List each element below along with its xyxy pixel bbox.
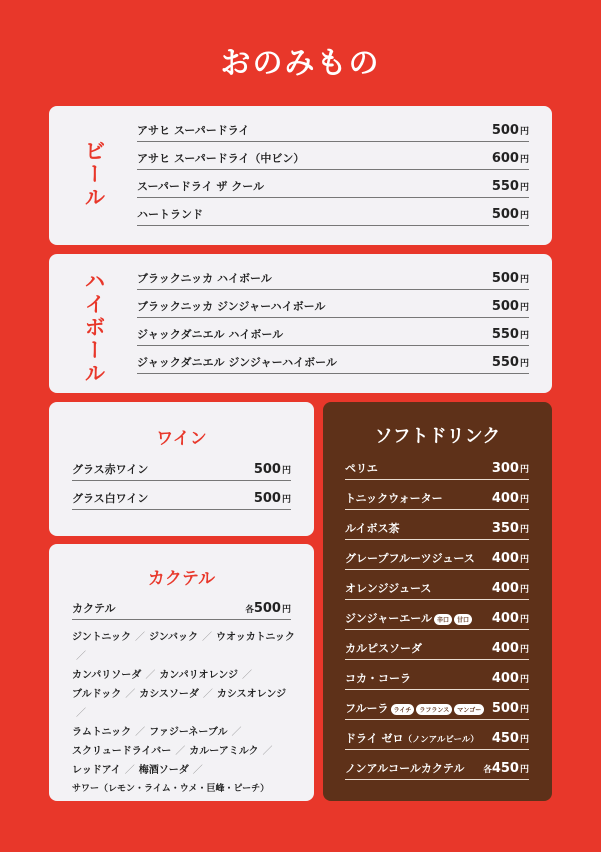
- highball-row: [137, 326, 529, 346]
- soft-item-tag: マンゴー: [454, 704, 484, 715]
- cocktail-name: 梅酒ソーダ: [138, 765, 189, 776]
- cocktail-line: [72, 666, 302, 685]
- soft-item-price: 300円: [491, 461, 529, 476]
- highball-title: ハイボール: [82, 270, 106, 385]
- cocktail-name: ジントニック: [72, 632, 131, 643]
- cocktail-title: カクテル: [147, 569, 216, 589]
- soft-item-name: ドライ ゼロ（ノンアルビール）: [345, 732, 479, 745]
- separator: ／: [242, 670, 253, 681]
- beer-item-price: 500円: [491, 207, 529, 222]
- beer-item-name: アサヒ スーパードライ（中ビン）: [137, 152, 305, 165]
- cocktail-line: [72, 723, 302, 742]
- beer-item-name: スーパードライ ザ クール: [137, 180, 265, 193]
- soft-item-name: ルイボス茶: [345, 522, 400, 535]
- soft-row: [345, 550, 529, 570]
- separator: ／: [76, 708, 86, 719]
- soft-row: [345, 580, 529, 600]
- soft-row: [345, 490, 529, 510]
- soft-item-tag: ラフランス: [416, 704, 452, 715]
- beer-row: [137, 122, 529, 142]
- cocktail-header-row: [72, 600, 291, 620]
- soft-row: [345, 760, 529, 780]
- beer-item-name: ハートランド: [137, 208, 203, 221]
- soft-item-name: ペリエ: [345, 462, 378, 475]
- cocktail-line: [72, 685, 302, 723]
- soft-price-unit: 円: [519, 465, 529, 475]
- soft-item-price: 400円: [491, 611, 529, 626]
- wine-item-price: 500円: [253, 491, 291, 506]
- cocktail-card: [49, 544, 314, 801]
- beer-item-name: アサヒ スーパードライ: [137, 124, 250, 137]
- soft-item-price: 400円: [491, 641, 529, 656]
- cocktail-sour: サワー（レモン・ライム・ウメ・巨峰・ピーチ）: [72, 784, 270, 794]
- highball-price-unit: 円: [519, 331, 529, 341]
- soft-price-unit: 円: [519, 585, 529, 595]
- cocktail-line: [72, 628, 302, 666]
- cocktail-name: カシスソーダ: [139, 689, 199, 700]
- wine-price-unit: 円: [281, 495, 291, 505]
- beer-row: [137, 178, 529, 198]
- beer-price-unit: 円: [519, 155, 529, 165]
- beer-row: [137, 150, 529, 170]
- separator: ／: [145, 670, 156, 681]
- soft-price-unit: 円: [519, 525, 529, 535]
- highball-item-name: ジャックダニエル ジンジャーハイボール: [137, 356, 337, 369]
- wine-item-name: グラス白ワイン: [72, 492, 149, 505]
- separator: ／: [135, 727, 146, 738]
- soft-row: [345, 730, 529, 750]
- cocktail-name: カルーアミルク: [189, 746, 259, 757]
- separator: ／: [175, 746, 186, 757]
- soft-drink-card: [323, 402, 552, 801]
- separator: ／: [125, 689, 136, 700]
- separator: ／: [192, 765, 203, 776]
- soft-price-unit: 円: [519, 645, 529, 655]
- soft-item-price: 500円: [491, 701, 529, 716]
- highball-price-unit: 円: [519, 359, 529, 369]
- cocktail-header-name: カクテル: [72, 602, 116, 615]
- soft-row: [345, 700, 529, 720]
- beer-row: [137, 206, 529, 226]
- beer-item-price: 600円: [491, 151, 529, 166]
- highball-item-name: ブラックニッカ ハイボール: [137, 272, 272, 285]
- soft-item-name: トニックウォーター: [345, 492, 443, 505]
- soft-item-name: ジンジャーエール 辛口 甘口: [345, 610, 472, 626]
- wine-item-name: グラス赤ワイン: [72, 463, 149, 476]
- cocktail-name: ブルドック: [72, 689, 122, 700]
- cocktail-name: カンパリオレンジ: [159, 670, 239, 681]
- menu-title: おのみもの: [220, 46, 381, 81]
- separator: ／: [231, 727, 242, 738]
- soft-drink-title: ソフトドリンク: [374, 426, 501, 447]
- soft-row: [345, 520, 529, 540]
- soft-item-price: 各450円: [483, 761, 529, 776]
- cocktail-name: スクリュードライバー: [72, 746, 172, 757]
- soft-item-note: （ノンアルビール）: [403, 735, 479, 745]
- cocktail-name: カシスオレンジ: [216, 689, 287, 700]
- soft-item-price: 400円: [491, 581, 529, 596]
- soft-item-name: フルーラ ライチ ラフランス マンゴー: [345, 700, 484, 716]
- separator: ／: [76, 651, 86, 662]
- separator: ／: [262, 746, 273, 757]
- soft-price-unit: 円: [519, 705, 529, 715]
- highball-price-unit: 円: [519, 303, 529, 313]
- cocktail-name: レッドアイ: [72, 765, 121, 776]
- soft-item-price: 400円: [491, 551, 529, 566]
- soft-item-name: グレープフルーツジュース: [345, 552, 475, 565]
- soft-price-prefix: 各: [483, 765, 492, 775]
- soft-item-price: 450円: [491, 731, 529, 746]
- separator: ／: [134, 632, 145, 643]
- highball-row: [137, 270, 529, 290]
- cocktail-name: ラムトニック: [72, 727, 132, 738]
- highball-row: [137, 354, 529, 374]
- cocktail-name: ウオッカトニック: [216, 632, 295, 643]
- soft-price-unit: 円: [519, 735, 529, 745]
- wine-card: [49, 402, 314, 536]
- highball-item-price: 500円: [491, 271, 529, 286]
- cocktail-name: ジンバック: [148, 632, 199, 643]
- cocktail-list: [72, 628, 302, 799]
- cocktail-line: [72, 761, 302, 780]
- beer-item-price: 500円: [491, 123, 529, 138]
- wine-title: ワイン: [156, 429, 207, 449]
- beer-price-unit: 円: [519, 127, 529, 137]
- beer-price-unit: 円: [519, 211, 529, 221]
- soft-item-name: オレンジジュース: [345, 582, 432, 595]
- beer-item-price: 550円: [491, 179, 529, 194]
- soft-row: [345, 670, 529, 690]
- soft-item-price: 350円: [491, 521, 529, 536]
- soft-item-name: コカ・コーラ: [345, 672, 411, 685]
- separator: ／: [202, 632, 213, 643]
- wine-price-unit: 円: [281, 466, 291, 476]
- separator: ／: [124, 765, 135, 776]
- highball-item-price: 500円: [491, 299, 529, 314]
- soft-row: [345, 640, 529, 660]
- soft-item-price: 400円: [491, 671, 529, 686]
- highball-item-name: ブラックニッカ ジンジャーハイボール: [137, 300, 326, 313]
- cocktail-name: ファジーネーブル: [149, 727, 228, 738]
- beer-title: ビール: [82, 140, 106, 209]
- highball-card: [49, 254, 552, 393]
- soft-price-unit: 円: [519, 555, 529, 565]
- soft-row: [345, 610, 529, 630]
- cocktail-name: カンパリソーダ: [72, 670, 142, 681]
- cocktail-header-price: 各500円: [245, 601, 291, 616]
- wine-row: [72, 490, 291, 510]
- soft-row: [345, 460, 529, 480]
- soft-price-unit: 円: [519, 615, 529, 625]
- soft-item-name: ノンアルコールカクテル: [345, 762, 465, 775]
- soft-item-name: カルピスソーダ: [345, 642, 422, 655]
- soft-price-unit: 円: [519, 675, 529, 685]
- soft-item-tag: 甘口: [454, 614, 472, 625]
- soft-item-tag: 辛口: [434, 614, 452, 625]
- highball-item-name: ジャックダニエル ハイボール: [137, 328, 284, 341]
- soft-price-unit: 円: [519, 495, 529, 505]
- highball-item-price: 550円: [491, 355, 529, 370]
- soft-item-tag: ライチ: [391, 704, 415, 715]
- wine-item-price: 500円: [253, 462, 291, 477]
- soft-price-unit: 円: [519, 765, 529, 775]
- cocktail-line: [72, 742, 302, 761]
- separator: ／: [202, 689, 213, 700]
- beer-price-unit: 円: [519, 183, 529, 193]
- beer-card: [49, 106, 552, 245]
- highball-price-unit: 円: [519, 275, 529, 285]
- soft-item-price: 400円: [491, 491, 529, 506]
- wine-row: [72, 461, 291, 481]
- highball-row: [137, 298, 529, 318]
- highball-item-price: 550円: [491, 327, 529, 342]
